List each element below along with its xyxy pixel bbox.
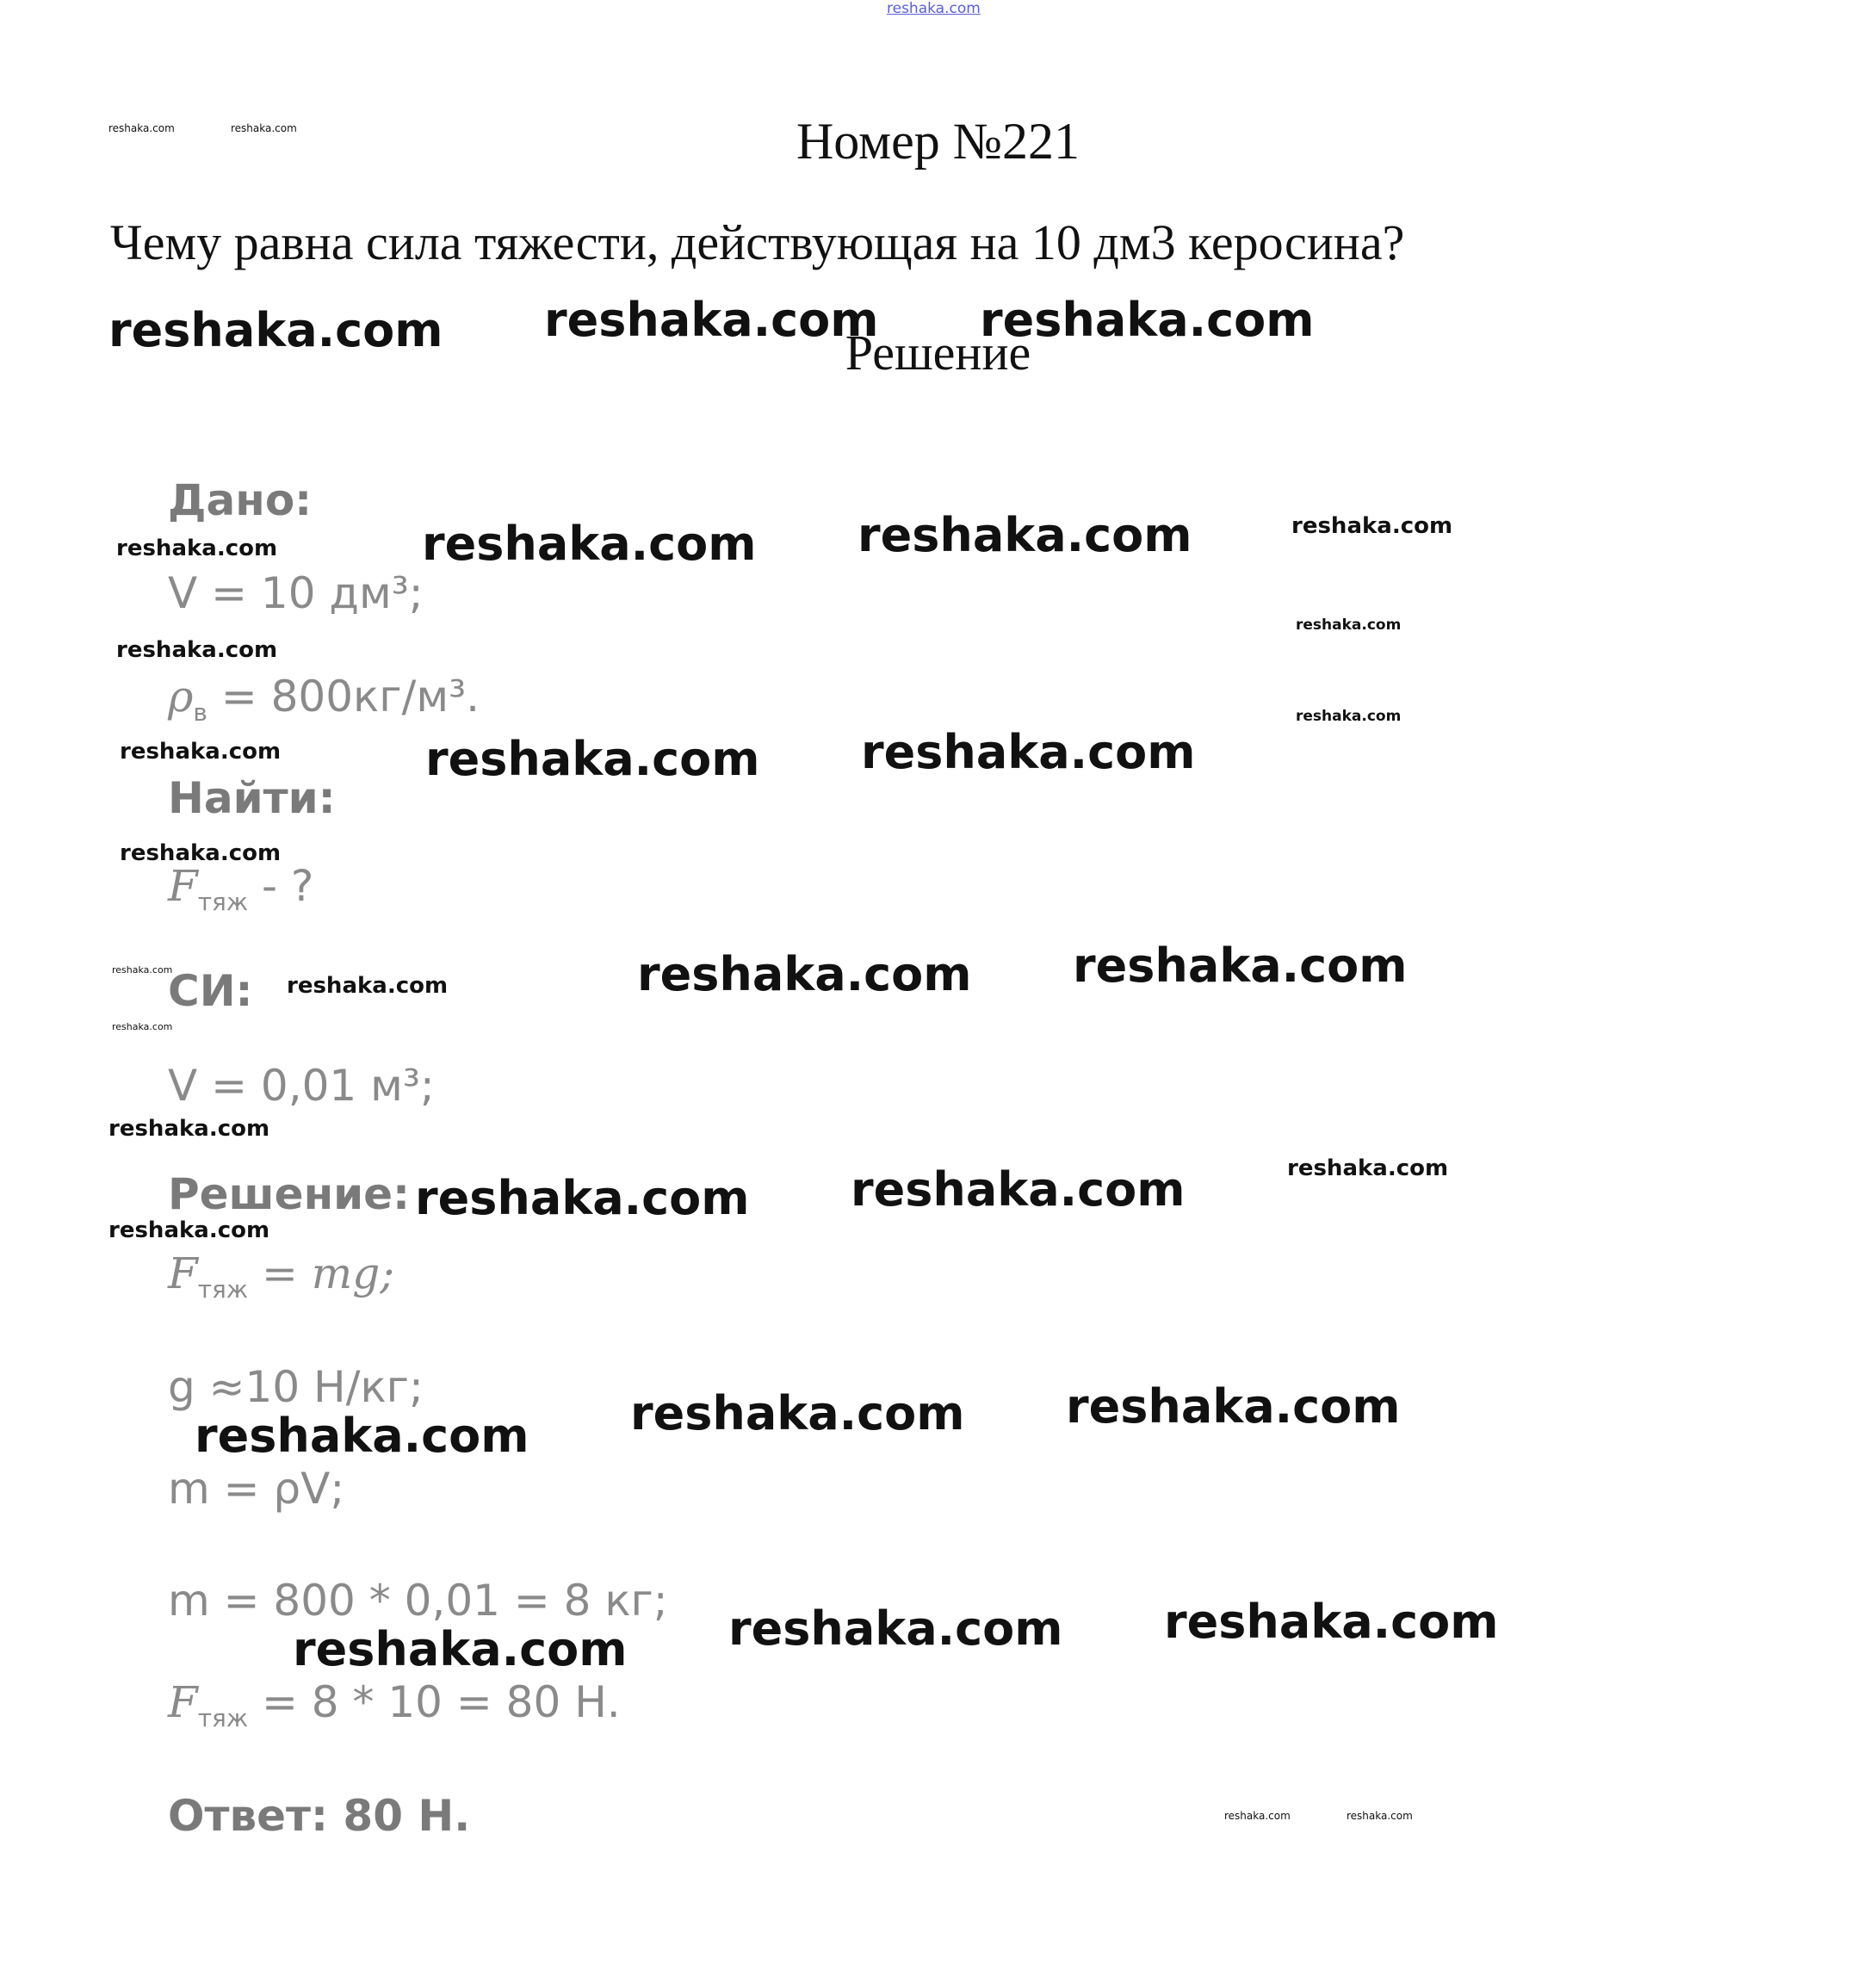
find-rest: - ? bbox=[248, 861, 314, 911]
watermark-text: reshaka.com bbox=[980, 293, 1315, 347]
watermark-text: reshaka.com bbox=[425, 732, 760, 786]
force-symbol: F bbox=[168, 1677, 198, 1727]
watermark-text: reshaka.com bbox=[108, 1217, 270, 1243]
formula-force bbox=[168, 1248, 394, 1304]
watermark-text: reshaka.com bbox=[116, 637, 278, 663]
watermark-text: reshaka.com bbox=[1347, 1810, 1413, 1822]
top-watermark-link[interactable]: reshaka.com bbox=[887, 0, 981, 17]
watermark-text: reshaka.com bbox=[861, 725, 1196, 779]
watermark-text: reshaka.com bbox=[120, 739, 282, 765]
watermark-text: reshaka.com bbox=[1164, 1595, 1499, 1649]
si-label: СИ: bbox=[168, 966, 253, 1016]
given-volume: V = 10 дм³; bbox=[168, 568, 424, 618]
force-sub: тяж bbox=[197, 1275, 249, 1304]
question-text: Чему равна сила тяжести, действующая на 10 дм3 керосина? bbox=[110, 214, 1405, 270]
answer: Ответ: 80 Н. bbox=[168, 1791, 471, 1841]
watermark-text: reshaka.com bbox=[195, 1409, 529, 1463]
watermark-text: reshaka.com bbox=[858, 508, 1192, 562]
solution-label: Решение: bbox=[168, 1169, 411, 1219]
watermark-text: reshaka.com bbox=[108, 122, 175, 134]
watermark-text: reshaka.com bbox=[728, 1601, 1063, 1656]
watermark-text: reshaka.com bbox=[637, 947, 972, 1001]
given-label: Дано: bbox=[168, 475, 313, 525]
si-volume: V = 0,01 м³; bbox=[168, 1061, 435, 1111]
page-title: Номер №221 bbox=[796, 113, 1080, 170]
find-label: Найти: bbox=[168, 773, 336, 823]
watermark-text: reshaka.com bbox=[112, 1021, 173, 1032]
density-sub: в bbox=[193, 698, 207, 727]
watermark-text: reshaka.com bbox=[1291, 513, 1453, 539]
watermark-text: reshaka.com bbox=[112, 964, 173, 976]
given-density bbox=[168, 672, 480, 727]
watermark-text: reshaka.com bbox=[108, 1116, 270, 1142]
watermark-text: reshaka.com bbox=[1287, 1155, 1449, 1181]
force-sub: тяж bbox=[197, 1704, 249, 1732]
force-symbol: F bbox=[168, 861, 198, 911]
mass-calc: m = 800 * 0,01 = 8 кг; bbox=[168, 1576, 668, 1626]
watermark-text: reshaka.com bbox=[1296, 708, 1402, 725]
force-calc-rest: = 8 * 10 = 80 Н. bbox=[248, 1677, 621, 1727]
watermark-text: reshaka.com bbox=[293, 1622, 628, 1676]
watermark-text: reshaka.com bbox=[231, 122, 297, 134]
watermark-text: reshaka.com bbox=[415, 1171, 750, 1225]
watermark-text: reshaka.com bbox=[1073, 938, 1408, 993]
watermark-text: reshaka.com bbox=[108, 303, 443, 357]
watermark-text: reshaka.com bbox=[630, 1386, 965, 1440]
g-value: g ≈10 Н/кг; bbox=[168, 1362, 424, 1412]
find-force bbox=[168, 861, 313, 916]
force-sub: тяж bbox=[197, 888, 249, 916]
watermark-text: reshaka.com bbox=[120, 840, 282, 866]
watermark-text: reshaka.com bbox=[1224, 1810, 1291, 1822]
mass-formula: m = ρV; bbox=[168, 1464, 345, 1514]
watermark-text: reshaka.com bbox=[851, 1162, 1186, 1217]
force-calc bbox=[168, 1677, 621, 1732]
watermark-text: reshaka.com bbox=[116, 536, 278, 561]
density-value: = 800кг/м³. bbox=[220, 672, 480, 722]
density-symbol: ρ bbox=[168, 672, 194, 722]
watermark-text: reshaka.com bbox=[287, 973, 449, 999]
solution-heading: Решение bbox=[845, 325, 1031, 381]
watermark-text: reshaka.com bbox=[422, 517, 757, 571]
watermark-text: reshaka.com bbox=[544, 293, 879, 347]
formula-rest: = mg; bbox=[248, 1248, 395, 1298]
watermark-text: reshaka.com bbox=[1296, 616, 1402, 634]
watermark-text: reshaka.com bbox=[1066, 1379, 1401, 1434]
force-symbol: F bbox=[168, 1248, 198, 1298]
